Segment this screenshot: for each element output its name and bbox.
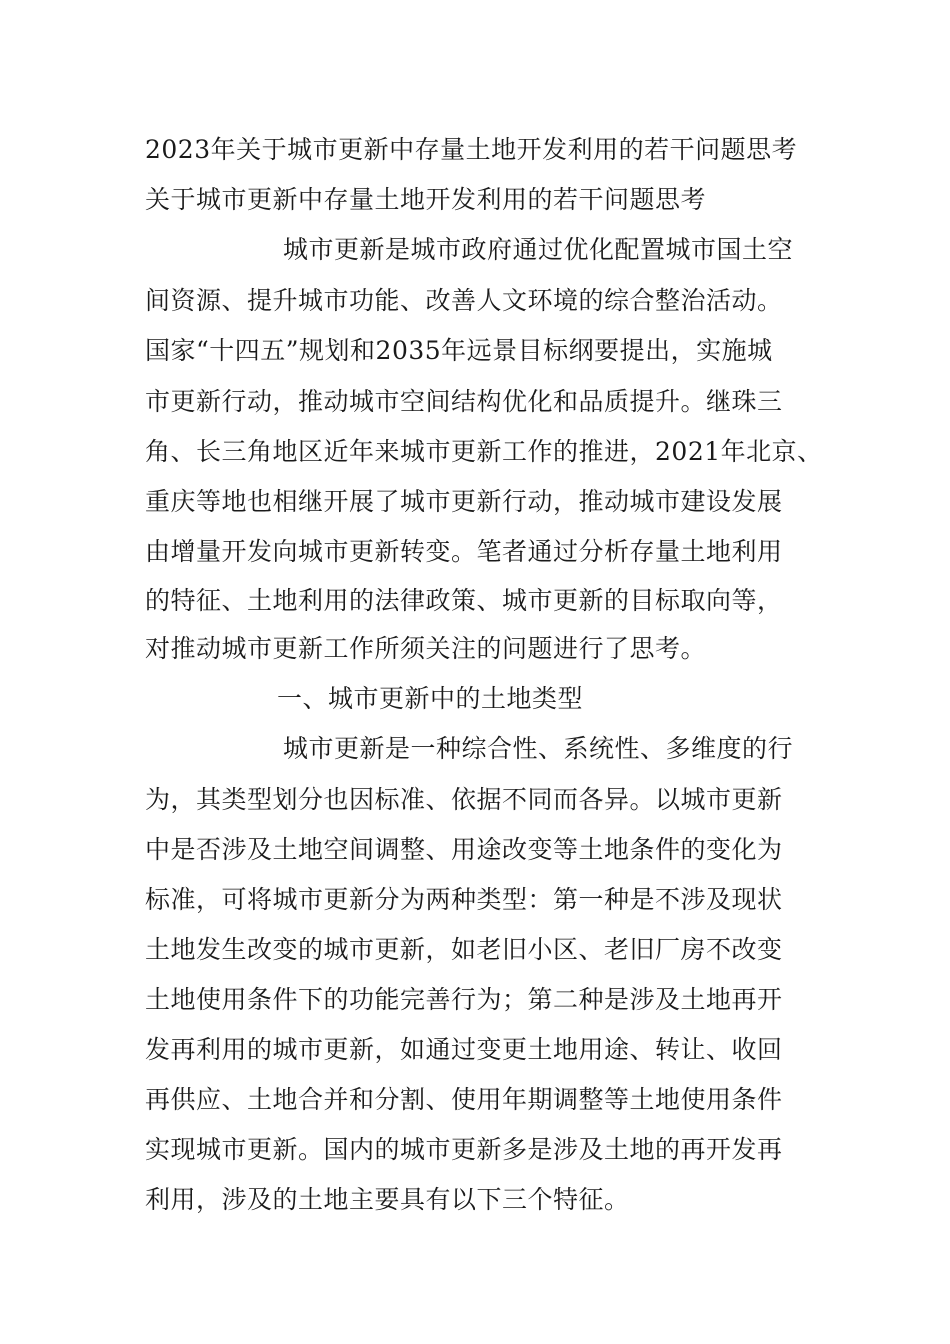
paragraph-2-line: 发再利用的城市更新，如通过变更土地用途、转让、收回 [145, 1035, 783, 1064]
document-subtitle: 关于城市更新中存量土地开发利用的若干问题思考 [145, 185, 707, 214]
document-title: 2023年关于城市更新中存量土地开发利用的若干问题思考 [145, 135, 798, 164]
paragraph-1-line: 城市更新是城市政府通过优化配置城市国土空 [283, 235, 794, 264]
paragraph-2-line: 中是否涉及土地空间调整、用途改变等土地条件的变化为 [145, 835, 783, 864]
paragraph-2-line: 土地发生改变的城市更新，如老旧小区、老旧厂房不改变 [145, 935, 783, 964]
paragraph-2-line: 利用，涉及的土地主要具有以下三个特征。 [145, 1185, 630, 1214]
paragraph-1-line: 的特征、土地利用的法律政策、城市更新的目标取向等， [145, 586, 783, 615]
paragraph-2-line: 城市更新是一种综合性、系统性、多维度的行 [283, 734, 794, 763]
paragraph-1-line: 由增量开发向城市更新转变。笔者通过分析存量土地利用 [145, 537, 783, 566]
paragraph-1-line: 国家“十四五”规划和2035年远景目标纲要提出，实施城 [145, 336, 773, 365]
paragraph-2-line: 土地使用条件下的功能完善行为；第二种是涉及土地再开 [145, 985, 783, 1014]
section-heading: 一、城市更新中的土地类型 [277, 684, 584, 713]
paragraph-1-line: 对推动城市更新工作所须关注的问题进行了思考。 [145, 634, 707, 663]
paragraph-1-line: 间资源、提升城市功能、改善人文环境的综合整治活动。 [145, 286, 783, 315]
paragraph-1-line: 重庆等地也相继开展了城市更新行动，推动城市建设发展 [145, 487, 783, 516]
paragraph-1-line: 角、长三角地区近年来城市更新工作的推进，2021年北京、 [145, 437, 823, 466]
paragraph-2-line: 再供应、土地合并和分割、使用年期调整等土地使用条件 [145, 1085, 783, 1114]
paragraph-2-line: 实现城市更新。国内的城市更新多是涉及土地的再开发再 [145, 1135, 783, 1164]
paragraph-1-line: 市更新行动，推动城市空间结构优化和品质提升。继珠三 [145, 387, 783, 416]
paragraph-2-line: 标准，可将城市更新分为两种类型：第一种是不涉及现状 [145, 885, 783, 914]
paragraph-2-line: 为，其类型划分也因标准、依据不同而各异。以城市更新 [145, 785, 783, 814]
